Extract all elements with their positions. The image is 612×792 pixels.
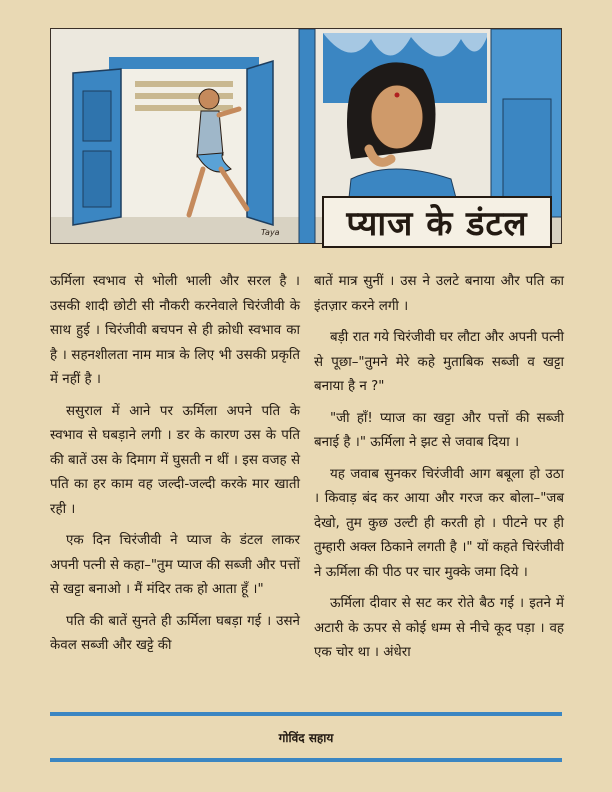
story-title: प्याज के डंटल: [346, 204, 528, 244]
left-text-column: [50, 270, 300, 666]
paragraph: एक दिन चिरंजीवी ने प्याज के डंटल लाकर अपनी पत्नी से कहा–"तुम प्याज की सब्जी और पत्तों से खट्टा बनाओ । मैं मंदिर तक हो आता हूँ ।": [50, 533, 300, 597]
svg-text:Taya: Taya: [261, 228, 280, 237]
paragraph: ससुराल में आने पर ऊर्मिला अपने पति के स्वभाव से घबड़ाने लगी । डर के कारण उस के पति की बातें उस के दिमाग में घुसती न थीं । इस वजह से पति का हर काम वह जल्दी-जल्दी करके मार खाती रही ।: [50, 403, 300, 517]
right-text-column: [314, 270, 564, 673]
footer-rule-top: [50, 712, 562, 716]
footer-rule-bottom: [50, 758, 562, 762]
paragraph: बड़ी रात गये चिरंजीवी घर लौटा और अपनी पत्नी से पूछा–"तुमने मेरे कहे मुताबिक सब्जी व खट्टा बनाया है न ?": [314, 330, 564, 394]
paragraph: "जी हाँ! प्याज का खट्टा और पत्तों की सब्जी बनाई है ।" ऊर्मिला ने झट से जवाब दिया ।: [314, 410, 564, 450]
paragraph: ऊर्मिला दीवार से सट कर रोते बैठ गई । इतने में अटारी के ऊपर से कोई धम्म से नीचे कूद पड़ा । वह एक चोर था । अंधेरा: [314, 596, 564, 660]
paragraph: यह जवाब सुनकर चिरंजीवी आग बबूला हो उठा । किवाड़ बंद कर आया और गरज कर बोला–"जब देखो, तुम कुछ उल्टी ही करती हो । पीटने पर ही तुम्हारी अक्ल ठिकाने लगती है ।" यों कहते चिरंजीवी ने ऊर्मिला की पीठ पर चार मुक्के जमा दिये ।: [314, 466, 564, 580]
story-title-box: [322, 196, 552, 248]
paragraph: बातें मात्र सुनीं । उस ने उलटे बनाया और पति का इंतज़ार करने लगी ।: [314, 274, 564, 314]
paragraph: पति की बातें सुनते ही ऊर्मिला घबड़ा गई । उसने केवल सब्जी और खट्टे की: [50, 613, 300, 653]
paragraph: ऊर्मिला स्वभाव से भोली भाली और सरल है । उसकी शादी छोटी सी नौकरी करनेवाले चिरंजीवी के साथ हुई । चिरंजीवी बचपन से ही क्रोधी स्वभाव का है । सहनशीलता नाम मात्र के लिए भी उसकी प्रकृति में नहीं है ।: [50, 274, 300, 387]
author-name: गोविंद सहाय: [278, 731, 334, 745]
